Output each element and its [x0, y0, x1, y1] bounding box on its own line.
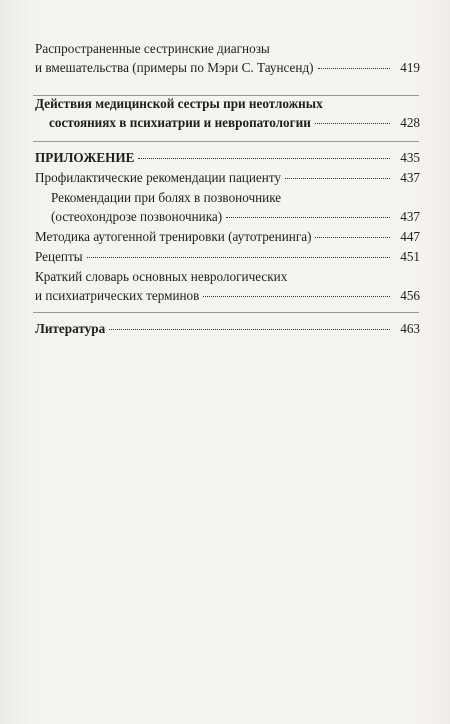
page-number: 463: [400, 321, 420, 336]
toc-entry-title: Профилактические рекомендации пациенту: [35, 170, 282, 185]
page-number: 437: [400, 209, 420, 224]
section-divider: [33, 312, 419, 313]
toc-entry-title-line: Распространенные сестринские диагнозы: [35, 41, 270, 56]
page-number: 456: [400, 288, 420, 303]
page-number: 437: [400, 170, 420, 185]
leader-dots: [315, 123, 390, 124]
page-number: 428: [400, 115, 420, 130]
leader-dots: [109, 329, 390, 330]
leader-dots: [226, 217, 390, 218]
toc-entry-title-line: Краткий словарь основных неврологических: [35, 269, 288, 284]
toc-entry-title: ПРИЛОЖЕНИЕ: [35, 150, 135, 165]
page-number: 447: [400, 229, 420, 244]
toc-entry-title-line: Рекомендации при болях в позвоночнике: [51, 190, 282, 205]
toc-entry-title-line: и психиатрических терминов: [35, 288, 200, 303]
page-number: 419: [400, 60, 420, 75]
section-divider: [33, 141, 419, 142]
toc-entry-title: Методика аутогенной тренировки (аутотренинга): [35, 229, 312, 244]
page-number: 451: [400, 249, 420, 264]
toc-entry-title-line: Действия медицинской сестры при неотложных: [35, 96, 323, 111]
leader-dots: [203, 296, 390, 297]
leader-dots: [285, 178, 390, 179]
toc-entry-title-line: (остеохондрозе позвоночника): [51, 209, 223, 224]
page-number: 435: [400, 150, 420, 165]
toc-entry-title: Литература: [35, 321, 106, 336]
leader-dots: [318, 68, 390, 69]
toc-entry-title-line: и вмешательства (примеры по Мэри С. Таунсенд): [35, 60, 314, 75]
toc-entry-title: Рецепты: [35, 249, 83, 264]
toc-entry-title-line: состояниях в психиатрии и невропатологии: [49, 115, 311, 130]
leader-dots: [138, 158, 390, 159]
leader-dots: [87, 257, 390, 258]
leader-dots: [315, 237, 390, 238]
